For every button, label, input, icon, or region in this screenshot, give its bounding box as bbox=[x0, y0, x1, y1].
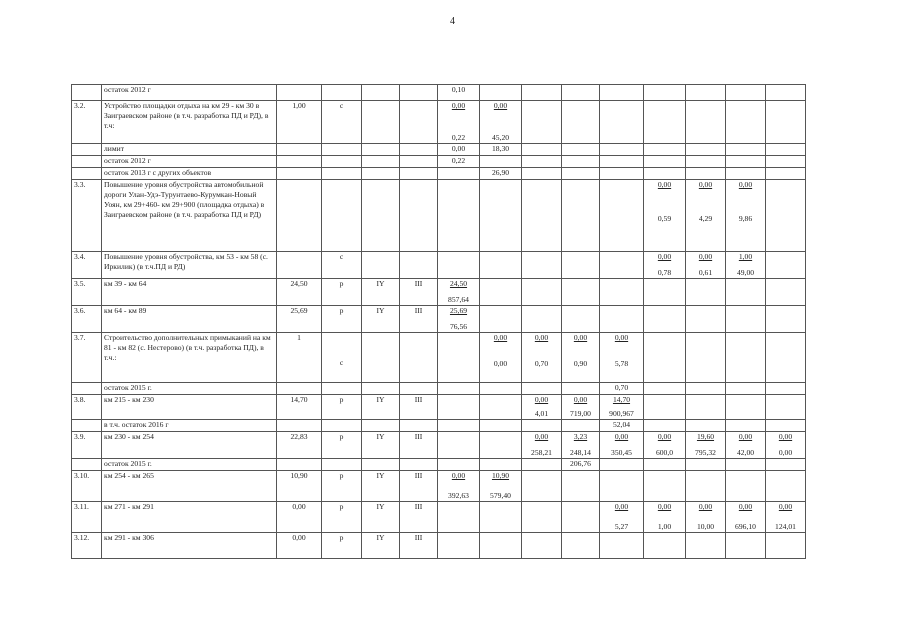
cell: 206,76 bbox=[562, 459, 600, 471]
cell: 579,40 bbox=[490, 491, 511, 500]
row-name: км 64 - км 89 bbox=[102, 306, 277, 333]
cell: 26,90 bbox=[480, 168, 522, 180]
cell: 258,21 bbox=[531, 448, 552, 457]
cell: 4,01 bbox=[534, 409, 549, 418]
cell: III bbox=[400, 395, 438, 420]
cell: 14,70 bbox=[277, 395, 322, 420]
cell: 795,32 bbox=[695, 448, 716, 457]
cell: р bbox=[322, 306, 362, 333]
cell: 0,00 bbox=[573, 395, 588, 404]
row-name: остаток 2013 г с других объектов bbox=[102, 168, 277, 180]
cell: 1,00 bbox=[657, 522, 672, 531]
cell: 248,14 bbox=[570, 448, 591, 457]
row-name: км 39 - км 64 bbox=[102, 279, 277, 306]
row-id: 3.4. bbox=[72, 252, 102, 279]
cell: 0,00 bbox=[657, 502, 672, 511]
cell: III bbox=[400, 279, 438, 306]
cell: 1,00 bbox=[277, 101, 322, 144]
row-name: км 271 - км 291 bbox=[102, 502, 277, 533]
cell: III bbox=[400, 306, 438, 333]
cell: 10,00 bbox=[696, 522, 715, 531]
cell: р bbox=[322, 279, 362, 306]
cell: IY bbox=[362, 279, 400, 306]
cell: 18,30 bbox=[480, 144, 522, 156]
cell: 0,00 bbox=[778, 502, 793, 511]
cell: 0,22 bbox=[438, 156, 480, 168]
cell: 0,00 bbox=[778, 432, 793, 441]
cell: 0,00 bbox=[778, 448, 793, 457]
cell: 1,00 bbox=[738, 252, 753, 261]
table-row bbox=[72, 533, 806, 559]
cell: 0,00 bbox=[277, 502, 322, 533]
row-id: 3.10. bbox=[72, 471, 102, 502]
table-row bbox=[72, 180, 806, 252]
cell: 0,00 bbox=[438, 144, 480, 156]
cell: р bbox=[322, 502, 362, 533]
cell: 0,00 bbox=[657, 432, 672, 441]
cell: 3,23 bbox=[573, 432, 588, 441]
cell: 49,00 bbox=[736, 268, 755, 277]
cell: 900,967 bbox=[609, 409, 634, 418]
cell: 0,00 bbox=[573, 333, 588, 342]
row-name: Строительство дополнительных примыканий на км 81 - км 82 (с. Нестерово) (в т.ч. разработка ПД), в т.ч.: bbox=[102, 333, 277, 383]
row-id: 3.7. bbox=[72, 333, 102, 383]
cell: 4,29 bbox=[698, 214, 713, 223]
cell: 0,00 bbox=[493, 101, 508, 110]
row-id: 3.12. bbox=[72, 533, 102, 559]
cell: IY bbox=[362, 533, 400, 559]
cell: 0,59 bbox=[657, 214, 672, 223]
cell: 0,00 bbox=[534, 333, 549, 342]
cell: 0,00 bbox=[657, 252, 672, 261]
cell: III bbox=[400, 471, 438, 502]
table-row bbox=[72, 85, 806, 101]
table-row bbox=[72, 101, 806, 144]
row-name: остаток 2015 г. bbox=[102, 383, 277, 395]
table-row bbox=[72, 168, 806, 180]
cell: 10,90 bbox=[491, 471, 510, 480]
row-id: 3.5. bbox=[72, 279, 102, 306]
cell: 0,00 bbox=[698, 252, 713, 261]
row-name: км 254 - км 265 bbox=[102, 471, 277, 502]
cell: 25,69 bbox=[277, 306, 322, 333]
cell: 0,00 bbox=[657, 180, 672, 189]
cell: 9,86 bbox=[738, 214, 753, 223]
cell: 25,69 bbox=[449, 306, 468, 315]
table-row bbox=[72, 252, 806, 279]
row-name: км 291 - км 306 bbox=[102, 533, 277, 559]
cell: 24,50 bbox=[277, 279, 322, 306]
cell: р bbox=[322, 432, 362, 459]
cell: 0,10 bbox=[438, 85, 480, 101]
row-id: 3.8. bbox=[72, 395, 102, 420]
cell: с bbox=[322, 252, 362, 279]
cell: 124,01 bbox=[775, 522, 796, 531]
table-row bbox=[72, 471, 806, 502]
cell: 0,78 bbox=[657, 268, 672, 277]
cell: III bbox=[400, 502, 438, 533]
table-row bbox=[72, 459, 806, 471]
cell: III bbox=[400, 533, 438, 559]
cell: IY bbox=[362, 502, 400, 533]
cell: 0,00 bbox=[493, 333, 508, 342]
cell: 14,70 bbox=[612, 395, 631, 404]
row-name: Повышение уровня обустройства, км 53 - км 58 (с. Иркилик) (в т.ч.ПД и РД) bbox=[102, 252, 277, 279]
cell: 392,63 bbox=[448, 491, 469, 500]
cell: 24,50 bbox=[449, 279, 468, 288]
row-id: 3.11. bbox=[72, 502, 102, 533]
cell: 45,20 bbox=[491, 133, 510, 142]
cell: 1 bbox=[277, 333, 322, 383]
data-table bbox=[71, 84, 806, 559]
table-row bbox=[72, 144, 806, 156]
cell: 19,60 bbox=[696, 432, 715, 441]
cell: 76,56 bbox=[449, 322, 468, 331]
cell: р bbox=[322, 471, 362, 502]
row-name: Повышение уровня обустройства автомобильной дороги Улан-Удэ-Турунтаево-Курумкан-Новый Уоян, км 29+460- км 29+900 (площадка отдыха) в Заиграевском районе (в т.ч. разработка ПД и РД) bbox=[102, 180, 277, 252]
table-row bbox=[72, 502, 806, 533]
cell: р bbox=[322, 533, 362, 559]
table-row bbox=[72, 383, 806, 395]
cell: 0,00 bbox=[738, 432, 753, 441]
table-row bbox=[72, 306, 806, 333]
cell: 0,00 bbox=[451, 471, 466, 480]
cell: 52,04 bbox=[600, 420, 644, 432]
cell: с bbox=[322, 333, 362, 383]
cell: 350,45 bbox=[611, 448, 632, 457]
cell: IY bbox=[362, 395, 400, 420]
table-row bbox=[72, 420, 806, 432]
table-row bbox=[72, 395, 806, 420]
cell: 0,00 bbox=[614, 432, 629, 441]
cell: 0,00 bbox=[698, 180, 713, 189]
cell: р bbox=[322, 395, 362, 420]
cell: 0,00 bbox=[738, 502, 753, 511]
cell: 719,00 bbox=[570, 409, 591, 418]
table-row bbox=[72, 432, 806, 459]
row-id: 3.9. bbox=[72, 432, 102, 459]
cell: 0,70 bbox=[600, 383, 644, 395]
cell: 10,90 bbox=[277, 471, 322, 502]
row-id: 3.2. bbox=[72, 101, 102, 144]
cell: 5,27 bbox=[614, 522, 629, 531]
page-number: 4 bbox=[450, 16, 455, 27]
row-name: остаток 2015 г. bbox=[102, 459, 277, 471]
cell: 857,64 bbox=[448, 295, 469, 304]
row-name: лимит bbox=[102, 144, 277, 156]
cell: IY bbox=[362, 306, 400, 333]
row-name: в т.ч. остаток 2016 г bbox=[102, 420, 277, 432]
cell: 696,10 bbox=[735, 522, 756, 531]
cell: 0,22 bbox=[451, 133, 466, 142]
table-row bbox=[72, 279, 806, 306]
cell: 0,00 bbox=[614, 502, 629, 511]
cell: 42,00 bbox=[736, 448, 755, 457]
row-name: км 230 - км 254 bbox=[102, 432, 277, 459]
cell: IY bbox=[362, 432, 400, 459]
row-id: 3.6. bbox=[72, 306, 102, 333]
cell: 600,0 bbox=[655, 448, 674, 457]
cell: 0,00 bbox=[451, 101, 466, 110]
cell: с bbox=[322, 101, 362, 144]
cell: 0,00 bbox=[738, 180, 753, 189]
cell: 5,78 bbox=[614, 359, 629, 368]
row-name: остаток 2012 г bbox=[102, 156, 277, 168]
table-row bbox=[72, 333, 806, 383]
cell: 0,00 bbox=[614, 333, 629, 342]
cell: 0,00 bbox=[698, 502, 713, 511]
row-name: Устройство площадки отдыха на км 29 - км 30 в Заиграевском районе (в т.ч. разработка ПД и РД), в т.ч: bbox=[102, 101, 277, 144]
cell: 0,61 bbox=[698, 268, 713, 277]
cell: 22,83 bbox=[277, 432, 322, 459]
cell: 0,00 bbox=[277, 533, 322, 559]
cell: III bbox=[400, 432, 438, 459]
table-row bbox=[72, 156, 806, 168]
cell: 0,90 bbox=[573, 359, 588, 368]
cell: 0,00 bbox=[493, 359, 508, 368]
row-name: км 215 - км 230 bbox=[102, 395, 277, 420]
cell: 0,00 bbox=[534, 395, 549, 404]
cell: 0,70 bbox=[534, 359, 549, 368]
cell: IY bbox=[362, 471, 400, 502]
row-name: остаток 2012 г bbox=[102, 85, 277, 101]
row-id: 3.3. bbox=[72, 180, 102, 252]
cell: 0,00 bbox=[534, 432, 549, 441]
